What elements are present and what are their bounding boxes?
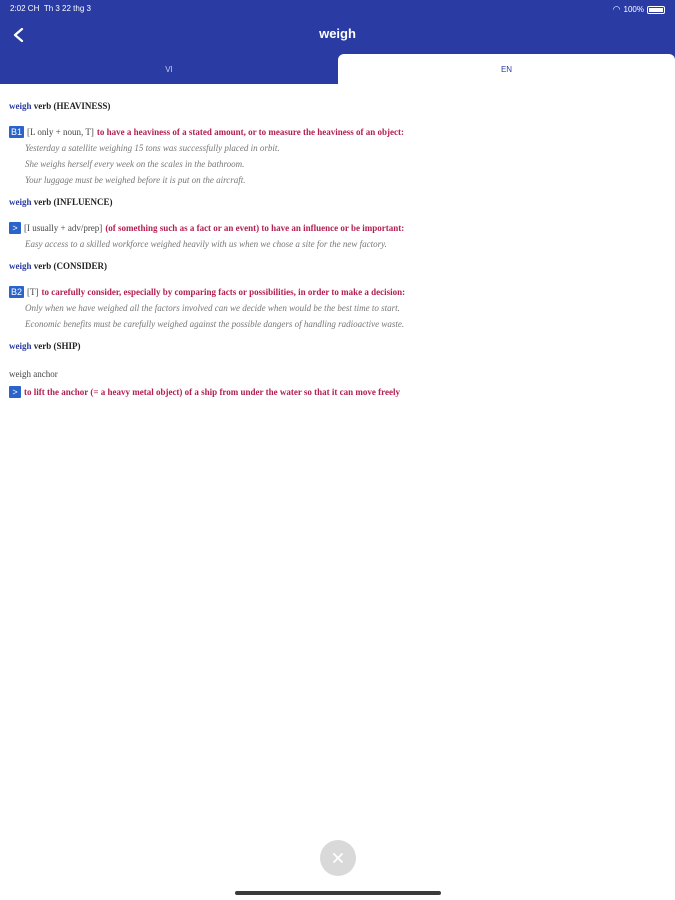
status-date: Th 3 22 thg 3 (43, 4, 91, 13)
part-of-speech: verb (CONSIDER) (31, 261, 107, 271)
home-indicator[interactable] (235, 891, 441, 895)
sense-line (9, 284, 669, 300)
tab-vi[interactable]: VI (165, 64, 173, 74)
status-time: 2:02 CH (10, 4, 40, 13)
headword: weigh (9, 261, 32, 271)
sense-line (9, 124, 669, 140)
entry-ship (9, 338, 669, 400)
example-sentence: Only when we have weighed all the factors involved can we decide when would be the best time to start. (25, 303, 400, 313)
entry-heading (9, 258, 669, 274)
example-sentence: Easy access to a skilled workforce weighed heavily with us when we chose a site for the new factory. (25, 239, 387, 249)
part-of-speech: verb (HEAVINESS) (31, 101, 111, 111)
example-sentence: Your luggage must be weighed before it is put on the aircraft. (25, 175, 246, 185)
top-bar (0, 0, 675, 84)
grammar-code: [I usually + adv/prep] (24, 223, 103, 233)
page-title: weigh (319, 26, 356, 41)
part-of-speech: verb (SHIP) (31, 341, 81, 351)
battery-percent: 100% (623, 5, 644, 14)
entry-heading (9, 338, 669, 354)
example-sentence: She weighs herself every week on the scales in the bathroom. (25, 159, 245, 169)
level-badge[interactable]: B1 (11, 127, 23, 137)
definition-text: to carefully consider, especially by comparing facts or possibilities, in order to make a decision: (41, 287, 406, 297)
entry-influence (9, 194, 669, 252)
entry-consider (9, 258, 669, 332)
headword: weigh (9, 101, 32, 111)
status-bar (0, 4, 675, 18)
example-sentence: Yesterday a satellite weighing 15 tons was successfully placed in orbit. (25, 143, 280, 153)
tab-en[interactable]: EN (338, 54, 675, 84)
headword: weigh (9, 197, 32, 207)
example-sentence: Economic benefits must be carefully weighed against the possible dangers of handling radioactive waste. (25, 319, 405, 329)
grammar-code: [T] (27, 287, 39, 297)
close-icon (332, 852, 344, 864)
part-of-speech: verb (INFLUENCE) (31, 197, 113, 207)
idiom-phrase: weigh anchor (9, 369, 58, 379)
definition-text: to lift the anchor (= a heavy metal object) of a ship from under the water so that it can move freely (24, 387, 400, 397)
grammar-code: [L only + noun, T] (27, 127, 94, 137)
entry-heading (9, 98, 669, 114)
close-button[interactable] (320, 840, 356, 876)
headword: weigh (9, 341, 32, 351)
definition-content (9, 98, 669, 406)
entry-heading (9, 194, 669, 210)
level-badge[interactable]: B2 (11, 287, 23, 297)
definition-text: (of something such as a fact or an event) to have an influence or be important: (105, 223, 405, 233)
wifi-icon: ◠ (612, 4, 621, 14)
definition-text: to have a heaviness of a stated amount, or to measure the heaviness of an object: (96, 127, 404, 137)
language-tabs (0, 54, 675, 84)
more-badge[interactable]: > (9, 222, 21, 234)
battery-icon (647, 6, 665, 14)
sense-line (9, 384, 669, 400)
entry-heaviness (9, 98, 669, 188)
sense-line (9, 220, 669, 236)
more-badge[interactable]: > (9, 386, 21, 398)
